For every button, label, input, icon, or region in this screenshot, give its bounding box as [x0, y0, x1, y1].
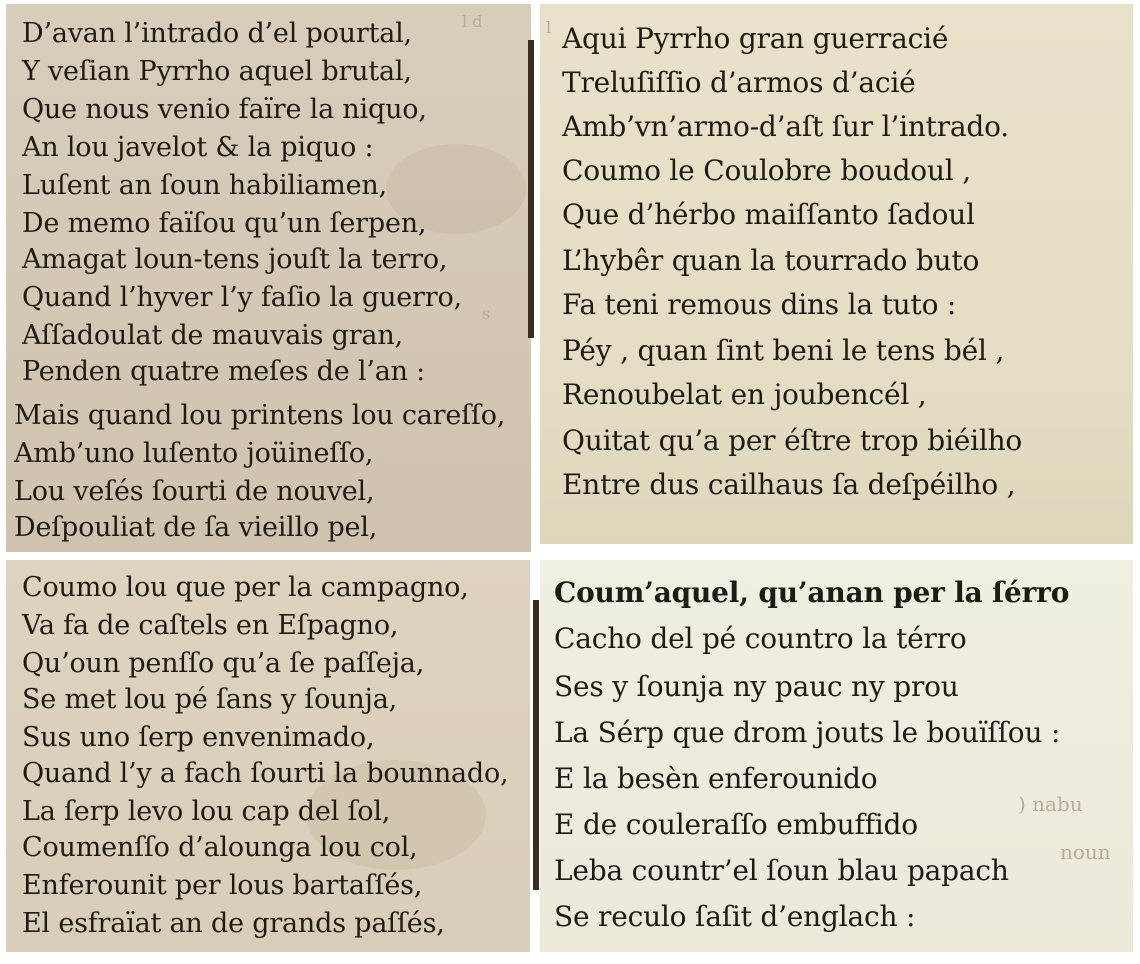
verse-line: Va fa de caſtels en Eſpagno, — [22, 610, 399, 641]
panel-divider — [533, 600, 539, 890]
bleed-through-text: ) nabu — [1018, 792, 1083, 816]
verse-line: Cacho del pé countro la térro — [554, 622, 967, 655]
verse-line: Aſſadoulat de mauvais gran, — [22, 320, 403, 351]
verse-line: D’avan l’intrado d’el pourtal, — [22, 18, 412, 49]
verse-line: De memo faïſou qu’un ſerpen, — [22, 208, 427, 239]
verse-line: Penden quatre meſes de l’an : — [22, 356, 426, 387]
verse-line: Amagat loun-tens jouſt la terro, — [22, 244, 448, 275]
verse-line: Coumenſſo d’alounga lou col, — [22, 832, 418, 863]
verse-line: Se met lou pé ſans y ſounja, — [22, 684, 398, 715]
verse-line: Qu’oun penſſo qu’a ſe paſſeja, — [22, 648, 425, 679]
verse-line: L’hybêr quan la tourrado buto — [562, 244, 980, 277]
verse-line: Péy , quan ſint beni le tens bél , — [562, 334, 1005, 367]
bleed-through-text: l d — [462, 12, 483, 31]
verse-line: Entre dus cailhaus ſa deſpéilho , — [562, 468, 1016, 501]
verse-line: An lou javelot & la piquo : — [22, 132, 374, 163]
verse-line: La ſerp levo lou cap del ſol, — [22, 796, 391, 827]
bleed-through-text: l — [546, 18, 552, 37]
verse-line: La Sérp que drom jouts le bouïſſou : — [554, 716, 1061, 749]
panel-divider — [528, 40, 534, 338]
verse-line: Fa teni remous dins la tuto : — [562, 288, 957, 321]
verse-line: El esfraïat an de grands paſſés, — [22, 908, 445, 939]
panel-top-right — [540, 4, 1133, 544]
verse-line: Que nous venio faïre la niquo, — [22, 94, 427, 125]
verse-line: Leba countr’el ſoun blau papach — [554, 854, 1009, 887]
verse-line: Se reculo ſaſit d’englach : — [554, 900, 916, 933]
verse-line: Amb’uno luſento joüineſſo, — [14, 438, 374, 469]
verse-line: Treluſiſſio d’armos d’acié — [562, 66, 916, 99]
verse-line: E de couleraſſo embuffido — [554, 808, 918, 841]
panel-top-left — [6, 4, 531, 552]
verse-line: Mais quand lou printens lou careſſo, — [14, 400, 506, 431]
panel-bottom-left — [6, 560, 530, 952]
verse-line: Luſent an ſoun habiliamen, — [22, 170, 387, 201]
panel-bottom-right — [540, 560, 1133, 952]
verse-line: Aqui Pyrrho gran guerracié — [562, 22, 949, 55]
verse-line: Coum’aquel, qu’anan per la ſérro — [554, 576, 1070, 609]
verse-line: Coumo le Coulobre boudoul , — [562, 154, 971, 187]
verse-line: Amb’vn’armo-d’aſt ſur l’intrado. — [562, 110, 1009, 143]
verse-line: Quitat qu’a per éſtre trop biéilho — [562, 424, 1023, 457]
verse-line: Deſpouliat de ſa vieillo pel, — [14, 512, 378, 543]
verse-line: Quand l’hyver l’y faſio la guerro, — [22, 282, 462, 313]
verse-line: Ses y ſounja ny pauc ny prou — [554, 670, 959, 703]
verse-line: Sus uno ſerp envenimado, — [22, 722, 375, 753]
verse-line: Lou veſés ſourti de nouvel, — [14, 476, 375, 507]
verse-line: Quand l’y a fach ſourti la bounnado, — [22, 758, 509, 789]
verse-line: Coumo lou que per la campagno, — [22, 572, 469, 603]
bleed-through-text: noun — [1060, 840, 1111, 864]
verse-line: Y veſian Pyrrho aquel brutal, — [22, 56, 412, 87]
verse-line: E la besèn enferounido — [554, 762, 878, 795]
verse-line: Enferounit per lous bartaſſés, — [22, 870, 423, 901]
verse-line: Renoubelat en joubencél , — [562, 378, 927, 411]
bleed-through-text: s — [482, 304, 491, 323]
verse-line: Que d’hérbo maiſſanto ſadoul — [562, 198, 975, 231]
